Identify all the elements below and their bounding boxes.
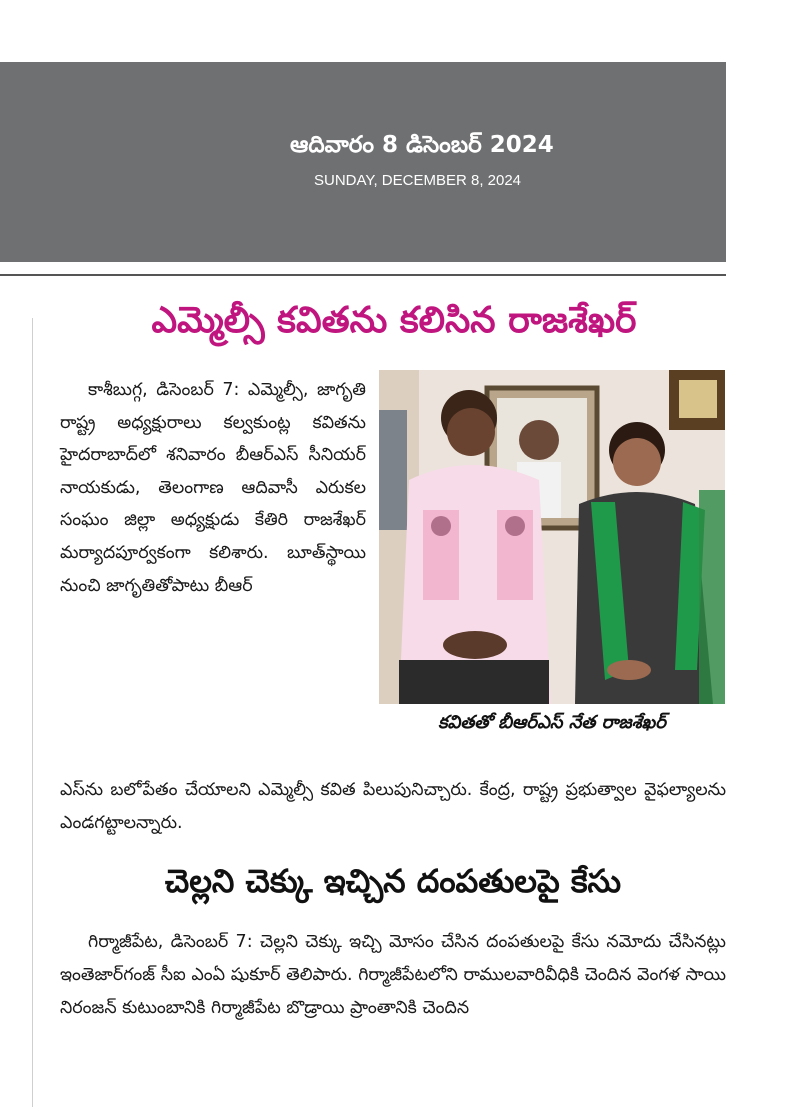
- story2-headline: చెల్లని చెక్కు ఇచ్చిన దంపతులపై కేసు: [164, 862, 622, 900]
- story2-body: గిర్మాజీపేట, డిసెంబర్ 7: చెల్లని చెక్కు ఇచ్చి మోసం చేసిన దంపతులపై కేసు నమోదు చేసినట్లు ఇంతెజార్‌గంజ్ సీఐ ఎంఏ షుకూర్ తెలిపారు. గిర్మాజీపేటలోని రాములవారివీధికి చెందిన వెంగళ సాయి నిరంజన్ కుటుంబానికి గిర్మాజీపేట బొడ్రాయి ప్రాంతానికి చెందిన: [60, 932, 726, 1018]
- header-divider: [0, 274, 726, 276]
- news-photo-illustration: [379, 370, 725, 704]
- story2-text: [60, 926, 726, 1107]
- story1-body-column: కాశీబుగ్గ, డిసెంబర్ 7: ఎమ్మెల్సీ, జాగృతి రాష్ట్ర అధ్యక్షురాలు కల్వకుంట్ల కవితను హైదరాబాద్‌లో శనివారం బీఆర్ఎస్ సీనియర్ నాయకుడు, తెలంగాణ ఆదివాసీ ఎరుకల సంఘం జిల్లా అధ్యక్షుడు కేతిరి రాజశేఖర్ మర్యాదపూర్వకంగా కలిశారు. బూత్‌స్థాయి నుంచి జాగృతితోపాటు బీఆర్: [60, 380, 366, 596]
- photo-caption: కవితతో బీఆర్ఎస్ నేత రాజశేఖర్: [438, 712, 666, 733]
- column-divider: [32, 318, 33, 1107]
- story1-headline: ఎమ్మెల్సీ కవితను కలిసిన రాజశేఖర్: [151, 300, 637, 341]
- news-photo: [379, 370, 725, 704]
- date-telugu: ఆదివారం 8 డిసెంబర్ 2024: [290, 132, 554, 158]
- date-english: SUNDAY, DECEMBER 8, 2024: [314, 172, 522, 189]
- story1-column-text: [60, 374, 366, 602]
- story1-continued: [60, 774, 726, 840]
- story1-body-continued: ఎస్‌ను బలోపేతం చేయాలని ఎమ్మెల్సీ కవిత పిలుపునిచ్చారు. కేంద్ర, రాష్ట్ర ప్రభుత్వాల వైఫల్యాలను ఎండగట్టాలన్నారు.: [60, 780, 726, 833]
